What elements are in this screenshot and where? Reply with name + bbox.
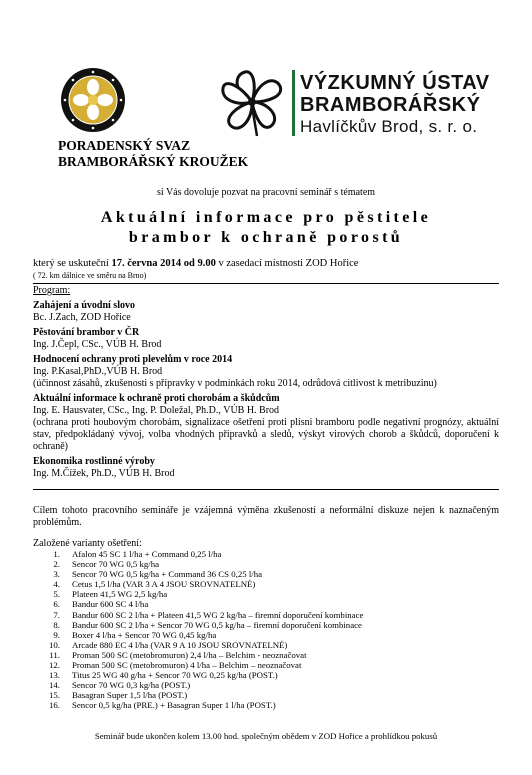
- program-section: [33, 285, 499, 480]
- date-prefix: který se uskuteční: [33, 258, 112, 269]
- program-item-speaker: Ing. P.Kasal,PhD.,VÚB H. Brod: [33, 366, 163, 377]
- list-item: 13. Titus 25 WG 40 g/ha + Sencor 70 WG 0,25 kg/ha (POST.): [49, 670, 278, 681]
- program-item-speaker: Bc. J.Zach, ZOD Hořice: [33, 312, 131, 323]
- list-item: 8. Bandur 600 SC 2 l/ha + Sencor 70 WG 0,5 kg/ha – firemní doporučení kombinace: [53, 619, 362, 630]
- vub-name-line1: VÝZKUMNÝ ÚSTAV: [300, 72, 490, 94]
- list-item: 16. Sencor 0,5 kg/ha (PRE.) + Basagran Super 1 l/ha (POST.): [49, 700, 276, 711]
- list-item: 11. Proman 500 SC (metobromuron) 2,4 l/ha – Belchim - neoznačovat: [49, 649, 307, 660]
- closing-note: Seminář bude ukončen kolem 13.00 hod. společným obědem v ZOD Hořice a prohlídkou pokusů: [94, 731, 438, 741]
- list-item: 12. Proman 500 SC (metobromuron) 4 l/ha – Belchim – neoznačovat: [49, 660, 302, 671]
- program-item-title: Zahájení a úvodní slovo: [33, 300, 135, 311]
- list-item: 15. Basagran Super 1,5 l/ha (POST.): [49, 690, 188, 701]
- list-item: 14. Sencor 70 WG 0,3 kg/ha (POST.): [49, 680, 191, 691]
- vub-name-line3: Havlíčkův Brod, s. r. o.: [300, 117, 478, 136]
- program-item-note: (ochrana proti houbovým chorobám, signalizace ošetření proti plísni bramboru podle negativní prognózy, aktuální stav, předpokládaný vývoj, volba vhodných přípravků a sledů, výskyt virových chorob a škůdců, doporučení k ochraně): [33, 417, 499, 452]
- program-item-title: Pěstování brambor v ČR: [33, 327, 140, 338]
- invitation-text: si Vás dovoluje pozvat na pracovní seminář s tématem: [156, 187, 376, 198]
- program-label: Program:: [33, 285, 71, 296]
- program-item-note: (účinnost zásahů, zkušenosti s přípravky v podmínkách roku 2014, odrůdová citlivost k metribuzinu): [33, 378, 437, 389]
- seminar-title-line1: Aktuální informace pro pěstitele: [100, 209, 432, 226]
- list-item: 6. Bandur 600 SC 4 l/ha: [53, 599, 149, 610]
- date-suffix: v zasedací místnosti ZOD Hořice: [215, 258, 359, 269]
- list-item: 5. Plateen 41,5 WG 2,5 kg/ha: [53, 589, 168, 600]
- program-item-speaker: Ing. M.Čížek, Ph.D., VÚB H. Brod: [33, 468, 175, 479]
- program-item-title: Ekonomika rostlinné výroby: [33, 456, 155, 467]
- program-item-speaker: Ing. J.Čepl, CSc., VÚB H. Brod: [33, 339, 162, 350]
- bramborarsky-krouzek-seal-logo: [60, 67, 126, 133]
- list-item: 10. Arcade 880 EC 4 l/ha (VAR 9 A 10 JSOU SROVNATELNÉ): [49, 639, 288, 650]
- list-item: 9. Boxer 4 l/ha + Sencor 70 WG 0,45 kg/ha: [53, 629, 217, 640]
- vub-name-line2: BRAMBORÁŘSKÝ: [300, 94, 481, 116]
- program-item-title: Aktuální informace k ochraně proti chorobám a škůdcům: [33, 393, 280, 404]
- divider-top: [33, 283, 499, 284]
- seminar-title-line2: brambor k ochraně porostů: [128, 229, 404, 246]
- list-item: 3. Sencor 70 WG 0,5 kg/ha + Command 36 CS 0,25 l/ha: [53, 569, 263, 580]
- variants-list: [33, 549, 503, 711]
- date-when: 17. června 2014 od 9.00: [111, 258, 216, 269]
- seminar-aim: Cílem tohoto pracovního semináře je vzájemná výměna zkušeností a neformální diskuze nejen k naznačeným problémům.: [33, 505, 499, 528]
- svaz-line2: BRAMBORÁŘSKÝ KROUŽEK: [58, 154, 249, 169]
- location-note: ( 72. km dálnice ve směru na Brno): [33, 271, 147, 280]
- program-item-speaker: Ing. E. Hausvater, CSc., Ing. P. Doležal, Ph.D., VÚB H. Brod: [33, 405, 280, 416]
- list-item: 4. Cetus 1,5 l/ha (VAR 3 A 4 JSOU SROVNATELNÉ): [53, 579, 256, 590]
- program-item-title: Hodnocení ochrany proti plevelům v roce 2014: [33, 354, 233, 365]
- svaz-line1: PORADENSKÝ SVAZ: [58, 138, 191, 153]
- list-item: 7. Bandur 600 SC 2 l/ha + Plateen 41,5 WG 2 kg/ha – firemní doporučení kombinace: [53, 609, 364, 620]
- divider-bottom: [33, 489, 499, 490]
- seminar-date: [33, 258, 358, 269]
- list-item: 1. Afalon 45 SC 1 l/ha + Command 0,25 l/ha: [53, 549, 222, 559]
- list-item: 2. Sencor 70 WG 0,5 kg/ha: [53, 559, 160, 570]
- vub-flower-logo: [217, 66, 287, 138]
- variants-title: Založené varianty ošetření:: [33, 538, 142, 549]
- vub-divider-line: [292, 70, 295, 136]
